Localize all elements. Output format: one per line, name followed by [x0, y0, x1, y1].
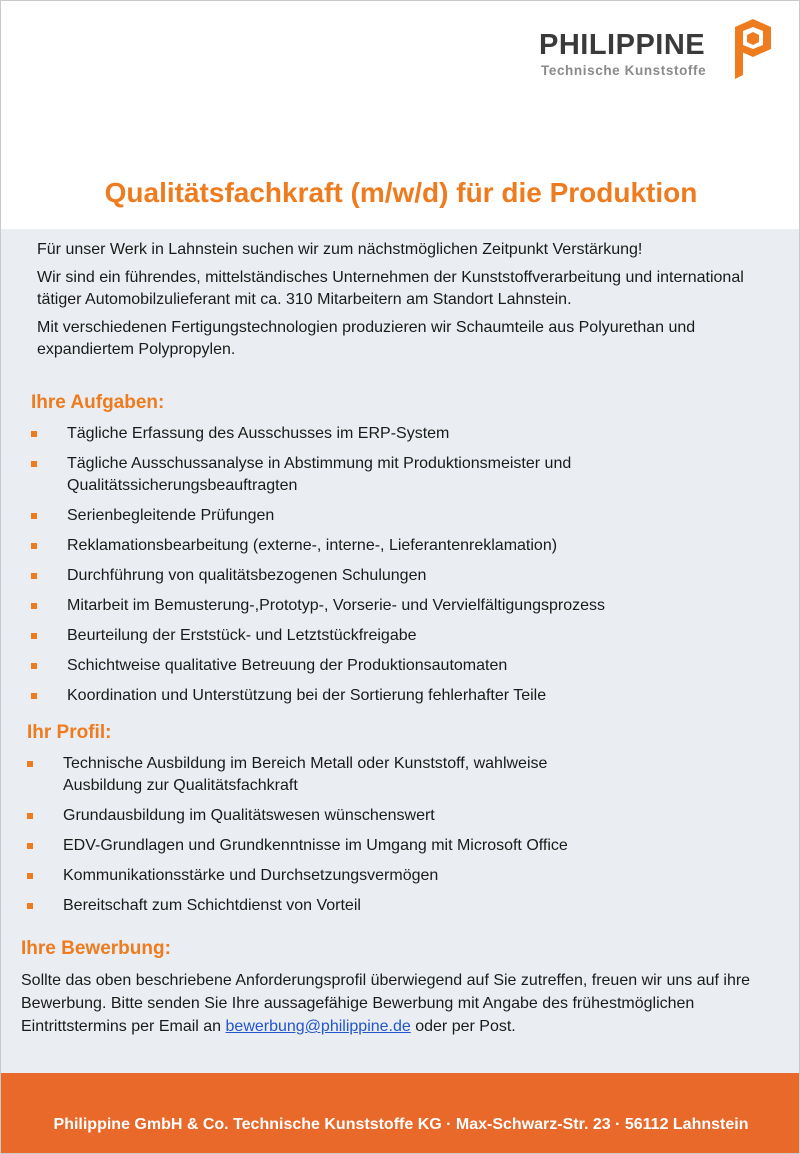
list-item: Grundausbildung im Qualitätswesen wünschenswert	[27, 805, 767, 827]
bullet-icon	[27, 761, 33, 767]
footer	[1, 1073, 800, 1154]
list-item: Technische Ausbildung im Bereich Metall oder Kunststoff, wahlweise Ausbildung zur Qualitätsfachkraft	[27, 753, 767, 797]
list-item: Durchführung von qualitätsbezogenen Schulungen	[31, 565, 771, 587]
intro-line: Für unser Werk in Lahnstein suchen wir zum nächstmöglichen Zeitpunkt Verstärkung!	[37, 241, 643, 258]
bullet-icon	[27, 843, 33, 849]
list-item: Tägliche Erfassung des Ausschusses im ERP-System	[31, 423, 771, 445]
bullet-icon	[31, 543, 37, 549]
aufgaben-list	[31, 423, 771, 715]
bullet-icon	[31, 693, 37, 699]
list-item: Beurteilung der Erststück- und Letztstückfreigabe	[31, 625, 771, 647]
aufgaben-heading: Ihre Aufgaben:	[31, 392, 165, 413]
bullet-icon	[31, 573, 37, 579]
company-logo	[539, 19, 779, 81]
bullet-icon	[27, 873, 33, 879]
bullet-icon	[31, 603, 37, 609]
bullet-icon	[27, 813, 33, 819]
bullet-icon	[31, 513, 37, 519]
intro	[37, 239, 757, 367]
bullet-icon	[31, 633, 37, 639]
list-item: Koordination und Unterstützung bei der Sortierung fehlerhafter Teile	[31, 685, 771, 707]
footer-address: Philippine GmbH & Co. Technische Kunststoffe KG · Max-Schwarz-Str. 23 · 56112 Lahnstein	[53, 1116, 749, 1133]
bullet-icon	[31, 461, 37, 467]
logo-mark-icon	[731, 19, 775, 79]
list-item: EDV-Grundlagen und Grundkenntnisse im Umgang mit Microsoft Office	[27, 835, 767, 857]
list-item: Mitarbeit im Bemusterung-,Prototyp-, Vorserie- und Vervielfältigungsprozess	[31, 595, 771, 617]
content-area	[1, 229, 800, 1073]
page-title: Qualitätsfachkraft (m/w/d) für die Produktion	[104, 177, 698, 208]
bullet-icon	[31, 663, 37, 669]
logo-subtitle: Technische Kunststoffe	[541, 63, 707, 78]
email-link[interactable]: bewerbung@philippine.de	[225, 1018, 411, 1035]
profil-list	[27, 753, 767, 925]
list-item: Tägliche Ausschussanalyse in Abstimmung mit Produktionsmeister und Qualitätssicherungsbeauftragten	[31, 453, 771, 497]
bewerbung-heading: Ihre Bewerbung:	[21, 938, 171, 959]
intro-line: Mit verschiedenen Fertigungstechnologien produzieren wir Schaumteile aus Polyurethan und expandiertem Polypropylen.	[37, 319, 696, 358]
profil-heading: Ihr Profil:	[27, 722, 112, 743]
list-item: Bereitschaft zum Schichtdienst von Vorteil	[27, 895, 767, 917]
bullet-icon	[27, 903, 33, 909]
bewerbung-text: Sollte das oben beschriebene Anforderungsprofil überwiegend auf Sie zutreffen, freuen wir uns auf ihre Bewerbung. Bitte senden Sie Ihre aussagefähige Bewerbung mit Angabe des frühestmöglichen Eintrittstermins per Email an bewerbung@philippine.de oder per Post.	[21, 972, 751, 1035]
intro-line: Wir sind ein führendes, mittelständisches Unternehmen der Kunststoffverarbeitung und international tätiger Automobilzulieferant mit ca. 310 Mitarbeitern am Standort Lahnstein.	[37, 269, 744, 308]
list-item: Schichtweise qualitative Betreuung der Produktionsautomaten	[31, 655, 771, 677]
header	[1, 1, 800, 229]
logo-wordmark: PHILIPPINE	[539, 29, 706, 61]
bullet-icon	[31, 431, 37, 437]
list-item: Reklamationsbearbeitung (externe-, interne-, Lieferantenreklamation)	[31, 535, 771, 557]
list-item: Kommunikationsstärke und Durchsetzungsvermögen	[27, 865, 767, 887]
list-item: Serienbegleitende Prüfungen	[31, 505, 771, 527]
